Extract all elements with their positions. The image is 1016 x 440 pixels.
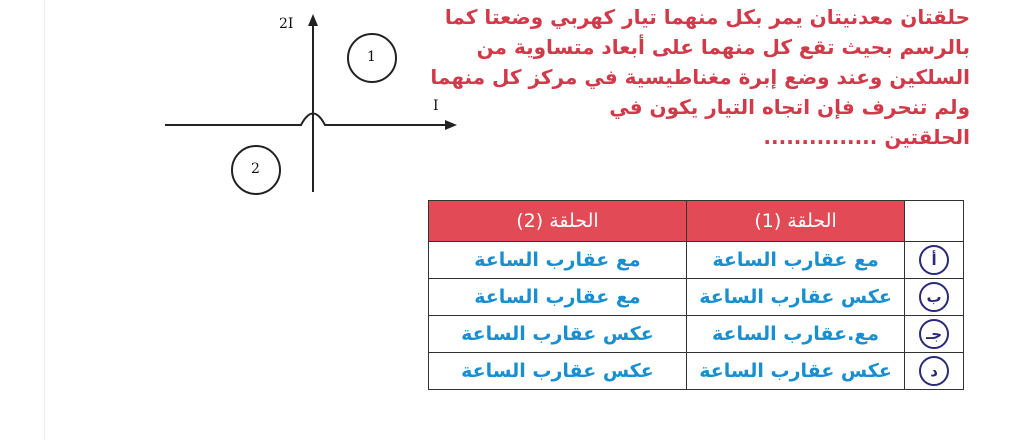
- ring-2-direction: عكس عقارب الساعة: [429, 353, 687, 390]
- table-row[interactable]: [429, 242, 964, 279]
- vertical-current-label: 2I: [279, 16, 294, 32]
- table-row[interactable]: [429, 353, 964, 390]
- option-d-badge[interactable]: د: [919, 356, 949, 386]
- horizontal-current-label: I: [433, 98, 439, 114]
- question-line: حلقتان معدنيتان يمر بكل منهما تيار كهربي وضعتا كما: [444, 5, 970, 29]
- ring-1-label: 1: [367, 49, 376, 65]
- ring-2-direction: عكس عقارب الساعة: [429, 316, 687, 353]
- question-line: السلكين وعند وضع إبرة مغناطيسية في مركز كل منهما: [430, 65, 970, 89]
- horizontal-arrow-icon: [445, 120, 457, 130]
- option-b-badge[interactable]: ب: [919, 282, 949, 312]
- option-cell[interactable]: [905, 353, 964, 390]
- answer-table: [428, 200, 964, 390]
- question-line: ولم تنحرف فإن اتجاه التيار يكون في: [609, 95, 970, 119]
- question-line: الحلقتين ...............: [763, 125, 970, 149]
- ring-1-direction: مع عقارب الساعة: [686, 242, 904, 279]
- option-cell[interactable]: [905, 242, 964, 279]
- option-cell[interactable]: [905, 316, 964, 353]
- page-margin-line: [44, 0, 45, 440]
- option-a-badge[interactable]: أ: [919, 245, 949, 275]
- header-corner-cell: [905, 201, 964, 242]
- vertical-arrow-icon: [308, 14, 318, 26]
- question-line: بالرسم بحيث تقع كل منهما على أبعاد متساوية من: [476, 35, 970, 59]
- option-cell[interactable]: [905, 279, 964, 316]
- ring-1-direction: عكس عقارب الساعة: [686, 279, 904, 316]
- ring-1-direction: عكس عقارب الساعة: [686, 353, 904, 390]
- horizontal-wire: [165, 114, 447, 126]
- table-header-row: [429, 201, 964, 242]
- table-row[interactable]: [429, 279, 964, 316]
- ring-2-direction: مع عقارب الساعة: [429, 242, 687, 279]
- ring-1-direction: مع.عقارب الساعة: [686, 316, 904, 353]
- header-ring-2: الحلقة (2): [429, 201, 687, 242]
- question-text: [430, 2, 970, 152]
- header-ring-1: الحلقة (1): [686, 201, 904, 242]
- table-row[interactable]: [429, 316, 964, 353]
- option-c-badge[interactable]: جـ: [919, 319, 949, 349]
- ring-2-label: 2: [251, 161, 260, 177]
- wires-diagram-svg: [165, 10, 465, 200]
- ring-2-direction: مع عقارب الساعة: [429, 279, 687, 316]
- wires-diagram: [165, 10, 465, 200]
